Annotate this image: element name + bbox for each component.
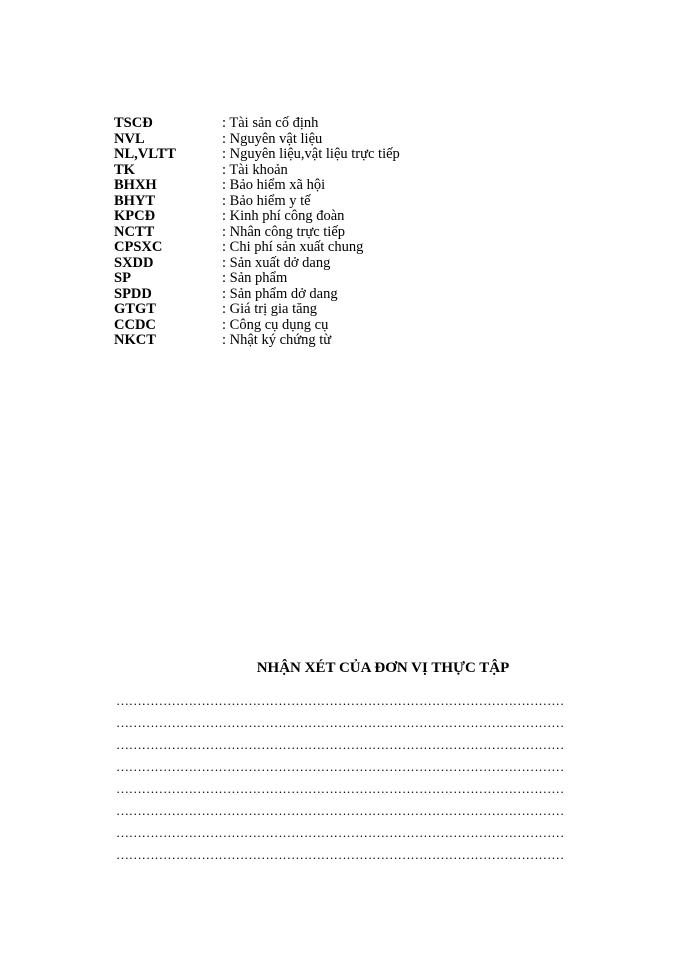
abbreviation-code: NCTT bbox=[114, 223, 155, 240]
abbreviation-meaning: : Tài sản cố định bbox=[222, 115, 319, 131]
comment-dotted-line: …………………………………………………………………………………………… bbox=[116, 715, 565, 730]
abbreviation-meaning: : Tài khoản bbox=[222, 161, 288, 178]
abbreviation-code: TSCĐ bbox=[114, 115, 153, 131]
abbreviation-row bbox=[114, 116, 534, 132]
abbreviation-code: SXDD bbox=[114, 254, 154, 271]
abbreviation-row bbox=[114, 240, 534, 256]
abbreviation-meaning: : Sản xuất dở dang bbox=[222, 254, 331, 271]
abbreviation-row bbox=[114, 194, 534, 210]
abbreviation-meaning: : Kinh phí công đoàn bbox=[222, 208, 345, 224]
abbreviation-code: KPCĐ bbox=[114, 208, 156, 224]
abbreviation-meaning: : Sản phẩm dở dang bbox=[222, 285, 338, 302]
abbreviation-code: NVL bbox=[114, 130, 145, 147]
comment-section-title: NHẬN XÉT CỦA ĐƠN VỊ THỰC TẬP bbox=[256, 660, 510, 676]
abbreviation-row bbox=[114, 132, 534, 148]
abbreviation-code: BHYT bbox=[114, 192, 156, 209]
comment-dotted-line: …………………………………………………………………………………………… bbox=[116, 847, 565, 862]
abbreviation-row bbox=[114, 287, 534, 303]
abbreviation-meaning: : Nhật ký chứng từ bbox=[222, 332, 332, 348]
abbreviation-row bbox=[114, 178, 534, 194]
abbreviation-row bbox=[114, 256, 534, 272]
abbreviation-meaning: : Chi phí sản xuất chung bbox=[222, 239, 364, 255]
abbreviation-code: NL,VLTT bbox=[114, 146, 176, 162]
comment-lines bbox=[116, 690, 634, 866]
abbreviation-code: TK bbox=[114, 161, 135, 178]
abbreviation-meaning: : Nguyên liệu,vật liệu trực tiếp bbox=[222, 146, 400, 162]
abbreviation-row bbox=[114, 225, 534, 241]
abbreviation-row bbox=[114, 302, 534, 318]
abbreviation-meaning: : Bảo hiểm y tế bbox=[222, 192, 311, 209]
comment-dotted-line: …………………………………………………………………………………………… bbox=[116, 737, 565, 752]
abbreviation-list bbox=[114, 116, 534, 349]
comment-dotted-line: …………………………………………………………………………………………… bbox=[116, 803, 565, 818]
abbreviation-meaning: : Công cụ dụng cụ bbox=[222, 316, 329, 333]
comment-dotted-line: …………………………………………………………………………………………… bbox=[116, 781, 565, 796]
abbreviation-meaning: : Nhân công trực tiếp bbox=[222, 223, 346, 240]
abbreviation-meaning: : Sản phẩm bbox=[222, 270, 288, 286]
abbreviation-code: SPDD bbox=[114, 285, 152, 302]
abbreviation-meaning: : Giá trị gia tăng bbox=[222, 301, 318, 317]
abbreviation-meaning: : Nguyên vật liệu bbox=[222, 130, 323, 147]
abbreviation-row bbox=[114, 163, 534, 179]
abbreviation-row bbox=[114, 271, 534, 287]
abbreviation-meaning: : Bảo hiểm xã hội bbox=[222, 177, 326, 193]
abbreviation-code: NKCT bbox=[114, 332, 156, 348]
abbreviation-row bbox=[114, 209, 534, 225]
abbreviation-code: CCDC bbox=[114, 316, 156, 333]
comment-dotted-line: …………………………………………………………………………………………… bbox=[116, 759, 565, 774]
abbreviation-row bbox=[114, 318, 534, 334]
abbreviation-code: BHXH bbox=[114, 177, 157, 193]
abbreviation-code: CPSXC bbox=[114, 239, 163, 255]
abbreviation-code: SP bbox=[114, 270, 131, 286]
comment-dotted-line: …………………………………………………………………………………………… bbox=[116, 693, 565, 708]
comment-dotted-line: …………………………………………………………………………………………… bbox=[116, 825, 565, 840]
abbreviation-code: GTGT bbox=[114, 301, 156, 317]
abbreviation-row bbox=[114, 147, 534, 163]
abbreviation-row bbox=[114, 333, 534, 349]
